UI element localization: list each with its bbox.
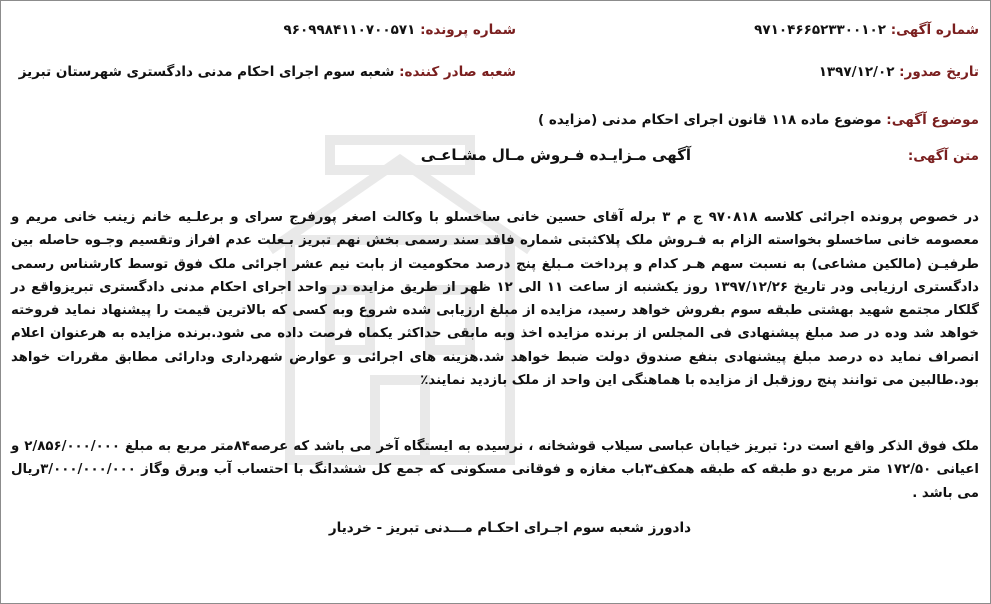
issue-date-row — [819, 64, 979, 80]
issuer-label: شعبه صادر کننده: — [399, 64, 516, 80]
subject-label: موضوع آگهی: — [886, 112, 979, 128]
property-location-paragraph: ملک فوق الذکر واقع است در: تبریز خیابان عباسی سیلاب قوشخانه ، نرسیده به ایستگاه آخر می باشد که عرصه۸۴متر مربع به مبلغ ۲/۸۵۶/۰۰۰/۰۰۰ و اعیانی ۱۷۲/۵۰ متر مربع دو طبقه که طبقه همکف۳باب مغازه و فوقانی مسکونی که جمع کل ششدانگ با احتساب آب وبرق وگاز ۳/۰۰۰/۰۰۰/۰۰۰ریال می باشد . — [11, 439, 979, 501]
case-number-row — [284, 22, 516, 38]
notice-number-label: شماره آگهی: — [890, 22, 979, 38]
issue-date-value: ۱۳۹۷/۱۲/۰۲ — [818, 64, 895, 80]
case-number-label: شماره پرونده: — [420, 22, 516, 38]
subject-row — [538, 112, 979, 128]
subject-value: موضوع ماده ۱۱۸ قانون اجرای احکام مدنی (مزایده ) — [538, 112, 882, 128]
text-label: متن آگهی: — [907, 148, 979, 164]
notice-title: آگهی مـزایـده فـروش مـال مشـاعـی — [420, 146, 691, 164]
issuer-value: شعبه سوم اجرای احکام مدنی دادگستری شهرستان تبریز — [18, 64, 395, 80]
signature: دادورز شعبه سوم اجـرای احکـام مـــدنی تبریز - خردیار — [328, 520, 691, 536]
notice-body-paragraph: در خصوص پرونده اجرائی کلاسه ۹۷۰۸۱۸ ج م ۳ برله آقای حسین خانی ساخسلو با وکالت اصغر پورفرج سرای و برعلـیه خانم زینب خانی مریم و معصومه خانی ساخسلو بخواسته الزام به فـروش ملک پلاکثبتی شماره فاقد سند رسمی بخش نهم تبریز بـعلت عدم افراز وتقسیم وجـوه حاصله بین طرفیـن (مالکین مشاعی) به نسبت سهم هـر کدام و پرداخت مـبلغ پنج درصد محکومیت از بابت نیم عشر اجرائی ملک فوق توسط کارشناس رسمی دادگستری ارزیابی ودر تاریخ ۱۳۹۷/۱۲/۲۶ روز یکشنبه از ساعت ۱۱ الی ۱۲ ظهر از طریق مزایده در واحد اجرای احکام مدنی دادگستری تبریزواقع در گلکار مجتمع شهید بهشتی طبقه سوم بفروش خواهد رسید، مزایده از مبلغ ارزیابی شده شروع وبه کسی که بالاترین قیمت را پیشنهاد نماید فروخته خواهد شد وده در صد مبلغ پیشنهادی فی المجلس از برنده مزایده اخذ وبه مابقی حداکثر یکماه فرصت داده می شود.برنده مزایده به هرعنوان اعلام انصراف نماید ده درصد مبلغ پیشنهادی بنفع صندوق دولت ضبط خواهد شد.هزینه های اجرائی و عوارض شهرداری ودارائی مطابق مقررات خواهد بود.طالبین می توانند پنج روزقبل از مزایده با هماهنگی این واحد از ملک بازدید نمایند٪ — [11, 210, 980, 389]
issue-date-label: تاریخ صدور: — [899, 64, 979, 80]
notice-number-row — [754, 22, 979, 38]
case-number-value: ۹۶۰۹۹۸۴۱۱۰۷۰۰۵۷۱ — [283, 22, 416, 38]
issuer-row — [19, 64, 516, 80]
notice-number-value: ۹۷۱۰۴۶۶۵۲۳۳۰۰۱۰۲ — [754, 22, 886, 38]
